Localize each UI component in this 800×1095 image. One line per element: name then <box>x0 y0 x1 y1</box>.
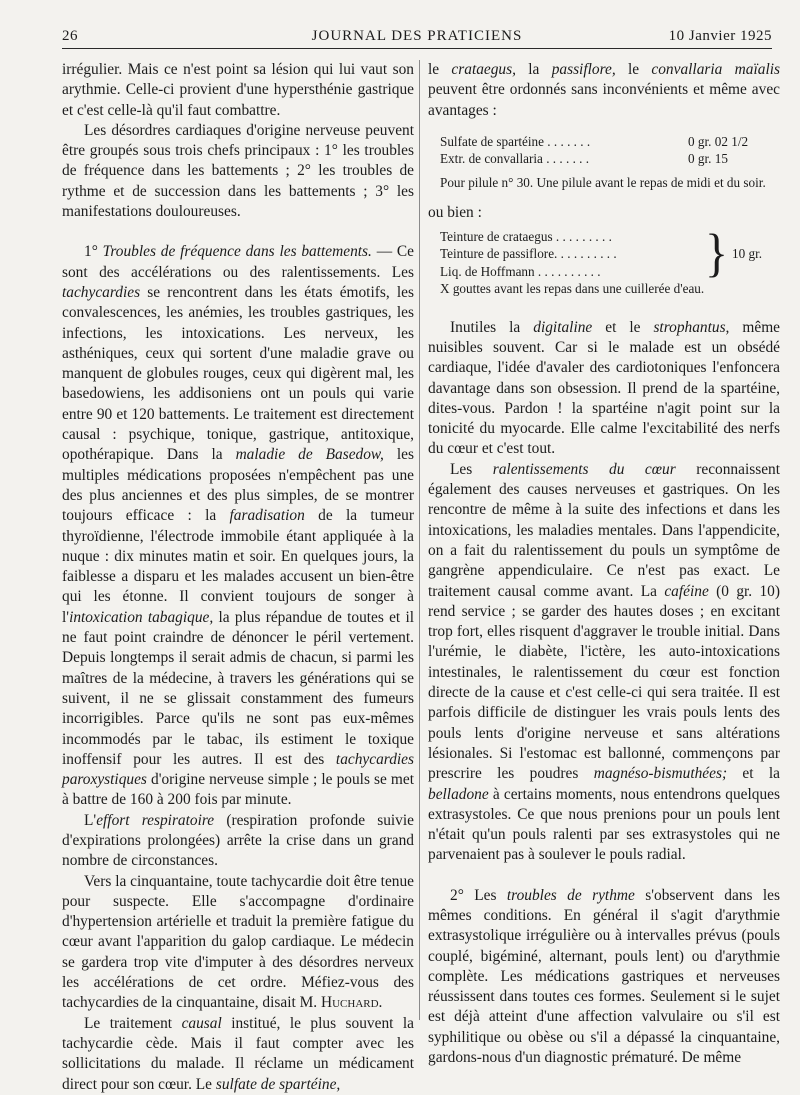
journal-title: JOURNAL DES PRATICIENS <box>311 28 523 44</box>
prescription-2 <box>440 224 780 298</box>
spacer <box>428 298 780 318</box>
paragraph-digitaline: Inutiles la digitaline et le strophantus, même nuisibles souvent. Car si le malade est un obsédé cardiaque, l'idée d'avaler des cardiotoniques l'enfoncera davantage dans son obsession. Il prend de la spartéine, dites-vous. Pardon ! la spartéine n'agit point sur la tonicité du myocarde. Elle calme l'excitabilité des nerfs du cœur et c'est tout. <box>428 318 780 458</box>
column-divider <box>419 60 420 1020</box>
paragraph-traitement: Le traitement causal institué, le plus souvent la tachycardie cède. Mais il faut compter avec les sollicitations du malade. Il réclame un médicament direct pour son cœur. Le sulfate de spartéine, <box>62 1014 414 1093</box>
brace: } <box>704 224 728 283</box>
right-column <box>428 60 780 1068</box>
prescription-dose: 10 gr. <box>732 246 763 262</box>
spacer <box>428 191 780 203</box>
paragraph-rythme: 2° Les troubles de rythme s'observent dans les mêmes conditions. En général il s'agit d'arythmie extrasystolique irrégulière ou à intervalles prévus (pouls couplé, bigéminé, alternant, pouls lent) ou d'arythmie complète. Les médications gastriques et nerveuses réussissent dans toutes ces formes. Seulement si le sujet est déjà atteint d'une affection valvulaire ou s'il est syphilitique ou obèse ou s'il a dépassé la cinquantaine, gardons-nous d'un diagnostic prématuré. De même <box>428 886 780 1067</box>
paragraph-tachycardies: 1° Troubles de fréquence dans les battements. — Ce sont des accélérations ou des ralentissements. Les tachycardies se rencontrent dans les états émotifs, les convalescences, les anémies, les troubles gastriques, les infections, les intoxications. Les nerveux, les asthéniques, ceux qui sortent d'une maladie grave ou manquent de globules rouges, ceux qui digèrent mal, les basedowiens, les addisoniens ont un pouls qui varie entre 90 et 120 battements. Le traitement est directement causal : psychique, tonique, gastrique, antitoxique, opothérapique. Dans la maladie de Basedow, les multiples médications proposées n'empêchent pas une des plus anciennes et des plus simples, de se montrer toujours efficace : la faradisation de la tumeur thyroïdienne, l'électrode immobile étant appliquée à la nuque : dix minutes matin et soir. En quelques jours, la faiblesse a disparu et les malades accusent un bien-être qui les étonne. Il convient toujours de songer à l'intoxication tabagique, la plus répandue de toutes et il ne faut point craindre de dénoncer le péril vertement. Depuis longtemps il serait admis de chacun, si parmi les maîtres de la médecine, à travers les générations qui se suivent, il ne se glissait constamment des fumeurs incorrigibles. Parce qu'ils ne sont pas eux-mêmes incommodés par le tabac, ils estiment le toxique inoffensif pour les autres. Il est des tachycardies paroxystiques d'origine nerveuse simple ; le pouls se met à battre de 160 à 200 fois par minute. <box>62 243 415 809</box>
issue-date: 10 Janvier 1925 <box>668 28 772 44</box>
paragraph: Les désordres cardiaques d'origine nerveuse peuvent être groupés sous trois chefs principaux : 1° les troubles de fréquence dans les battements ; 2° les troubles de rythme et de succession dans les battements ; 3° les manifestations douloureuses. <box>62 121 414 221</box>
prescription-line: Extr. de convallaria . . . . . . . 0 gr. 15 <box>440 151 728 167</box>
ou-bien: ou bien : <box>428 204 482 222</box>
prescription-line: Teinture de passiflore. . . . . . . . . . <box>440 246 617 262</box>
paragraph: irrégulier. Mais ce n'est point sa lésion qui lui vaut son arythmie. Celle-ci provient d'une hypersthénie gastrique et c'est celle-là qu'il faut combattre. <box>62 61 414 119</box>
spacer <box>428 121 780 133</box>
spacer <box>428 866 780 886</box>
paragraph-ralentissements: Les ralentissements du cœur reconnaissent également des causes nerveuses et gastriques. On les rencontre de même à la suite des infections et dans les intoxications, les maladies mentales. Dans l'appendicite, on a fait du ralentissement du pouls un symptôme de gangrène appendiculaire. Ce n'est pas exact. Le traitement causal comme avant. La caféine (0 gr. 10) rend service ; se garder des hautes doses ; en excitant trop fort, elles risquent d'aggraver le trouble initial. Dans l'urémie, le diabète, l'ictère, les auto-intoxications intestinales, le ralentissement du cœur est fonction directe de la cause et c'est celle-ci qui sera traitée. Il est parfois difficile de distinguer les vrais pouls lents des pouls lents d'origine nerveuse et sans altérations lésionales. Si l'estomac est ballonné, commençons par prescrire les poudres magnéso-bismuthées; et la belladone à certains moments, nous entendrons quelques extrasystoles. Ce que nous prenions pour un pouls lent n'était qu'un pouls ralenti par ses extrasystoles qui ne parvenaient pas à soulever le pouls radial. <box>428 460 781 864</box>
prescription-note: Pour pilule n° 30. Une pilule avant le repas de midi et du soir. <box>440 174 766 190</box>
prescription-1 <box>440 133 780 192</box>
paragraph: le crataegus, la passiflore, le convallaria maïalis peuvent être ordonnés sans inconvénients et même avec avantages : <box>428 61 780 119</box>
page-number: 26 <box>62 28 78 44</box>
prescription-line: Teinture de crataegus . . . . . . . . . <box>440 228 612 244</box>
spacer <box>62 222 414 242</box>
paragraph-cinquantaine: Vers la cinquantaine, toute tachycardie doit être tenue pour suspecte. Elle s'accompagne d'ordinaire d'hypertension artérielle et traduit la première fatigue du cœur avant l'apparition du galop cardiaque. Le médecin se gardera trop vite d'imputer à des désordres nerveux les accélérations de cet ordre. Méfiez-vous des tachycardies de la cinquantaine, disait M. Huchard. <box>62 872 414 1012</box>
prescription-line: Sulfate de spartéine . . . . . . . 0 gr. 02 1/2 <box>440 133 749 149</box>
page-header <box>62 22 772 49</box>
paragraph-effort: L'effort respiratoire (respiration profonde suivie d'expirations prolongées) arrête la crise dans un grand nombre de circonstances. <box>62 811 414 870</box>
prescription-line: Liq. de Hoffmann . . . . . . . . . . <box>440 263 601 279</box>
left-column <box>62 60 414 1095</box>
prescription-note: X gouttes avant les repas dans une cuillerée d'eau. <box>440 281 705 297</box>
